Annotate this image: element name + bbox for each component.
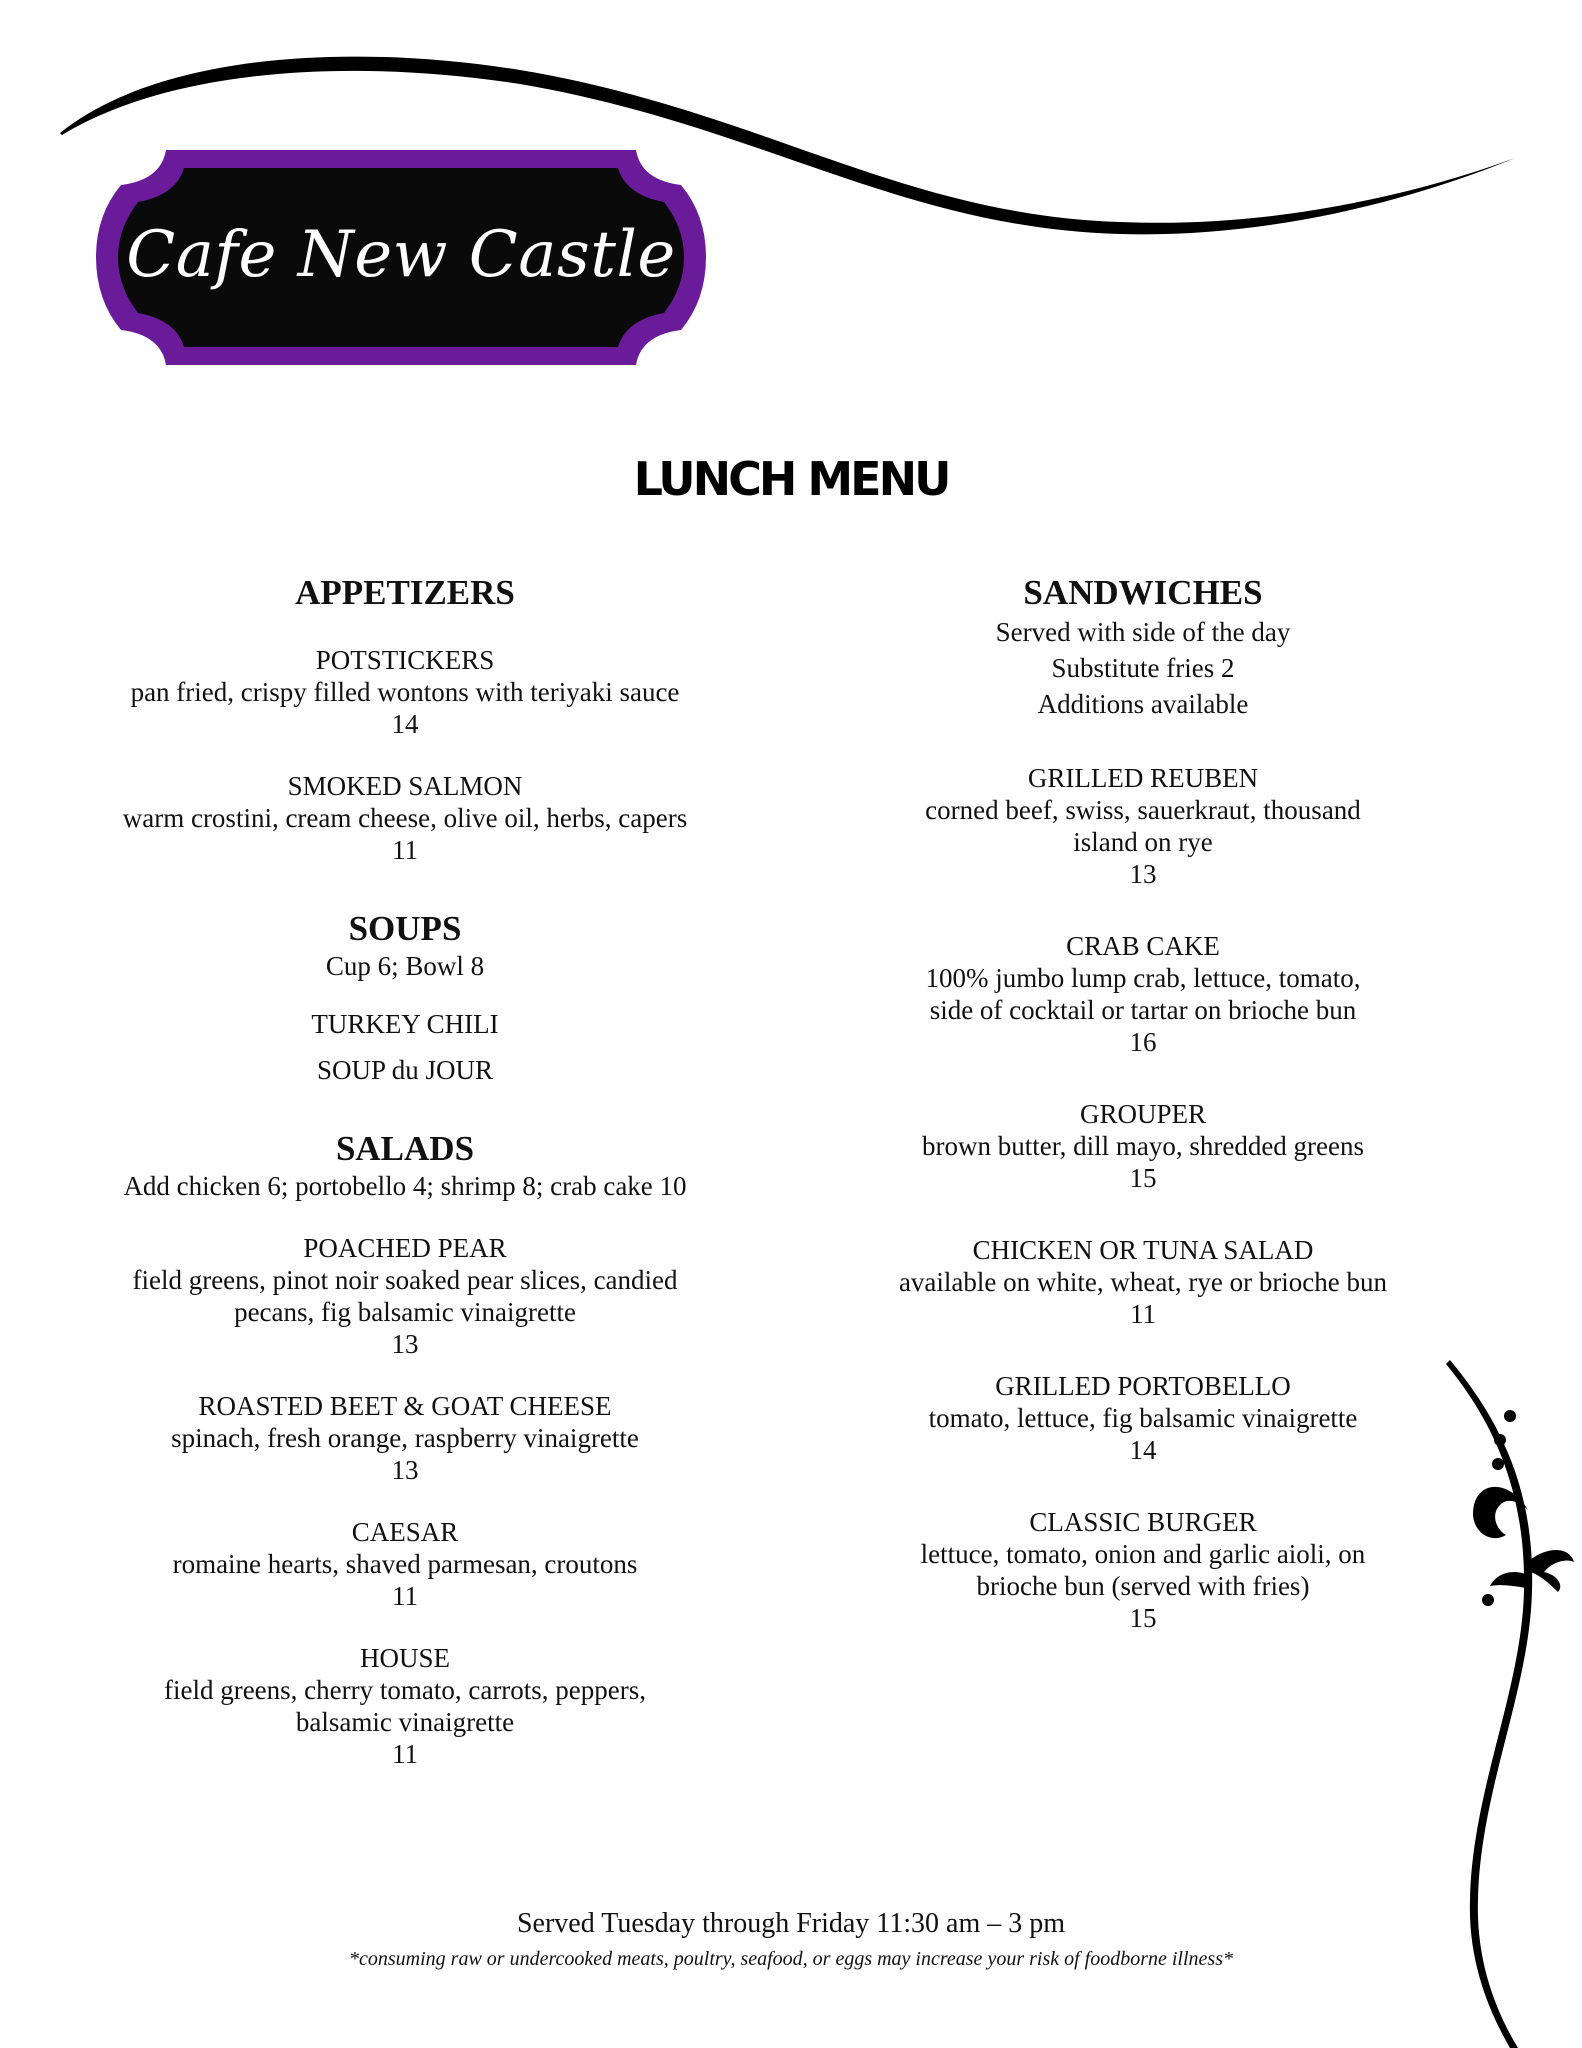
salads-section [100, 1128, 710, 1770]
soups-heading: SOUPS [348, 909, 462, 948]
health-warning: *consuming raw or undercooked meats, poultry, seafood, or eggs may increase your risk of foodborne illness* [349, 1948, 1233, 1970]
item-description: brown butter, dill mayo, shredded greens [921, 1131, 1365, 1161]
sandwiches-note: Additions available [1037, 689, 1249, 719]
item-price: 14 [391, 709, 419, 739]
item-description: brioche bun (served with fries) [976, 1571, 1310, 1601]
menu-title: LUNCH MENU [633, 452, 949, 506]
item-name: GROUPER [1079, 1099, 1207, 1129]
item-name: SMOKED SALMON [287, 771, 523, 801]
menu-item [838, 930, 1448, 1058]
sandwiches-note: Substitute fries 2 [1051, 653, 1235, 683]
sandwiches-section [838, 572, 1448, 722]
menu-item [838, 1098, 1448, 1194]
item-description: side of cocktail or tartar on brioche bun [929, 995, 1357, 1025]
menu-item [838, 1234, 1448, 1330]
right-column [838, 572, 1448, 1634]
menu-item [838, 1506, 1448, 1634]
menu-item [100, 1232, 710, 1360]
item-name: POACHED PEAR [303, 1233, 507, 1263]
item-description: romaine hearts, shaved parmesan, croutons [172, 1549, 638, 1579]
item-name: CRAB CAKE [1066, 931, 1220, 961]
menu-item [100, 1642, 710, 1770]
item-price: 11 [392, 835, 418, 865]
item-description: field greens, pinot noir soaked pear slices, candied [132, 1265, 678, 1295]
item-name: SOUP du JOUR [316, 1055, 494, 1085]
appetizers-section [100, 572, 710, 866]
item-name: CHICKEN OR TUNA SALAD [972, 1235, 1314, 1265]
item-price: 13 [391, 1329, 419, 1359]
item-price: 13 [391, 1455, 419, 1485]
item-description: balsamic vinaigrette [295, 1707, 515, 1737]
item-price: 13 [1129, 859, 1157, 889]
menu-footer [0, 1907, 1582, 1973]
appetizers-heading: APPETIZERS [295, 573, 515, 612]
item-name: ROASTED BEET & GOAT CHEESE [198, 1391, 612, 1421]
item-name: HOUSE [359, 1643, 450, 1673]
sandwiches-heading: SANDWICHES [1023, 573, 1263, 612]
item-description: island on rye [1073, 827, 1213, 857]
left-column [100, 572, 710, 1770]
cafe-logo [96, 150, 706, 365]
menu-item [838, 762, 1448, 890]
item-price: 14 [1129, 1435, 1157, 1465]
menu-item [100, 1390, 710, 1486]
item-price: 11 [1130, 1299, 1156, 1329]
sandwiches-note: Served with side of the day [995, 617, 1291, 647]
item-name: POTSTICKERS [315, 645, 495, 675]
item-name: TURKEY CHILI [311, 1009, 499, 1039]
item-description: pecans, fig balsamic vinaigrette [234, 1297, 576, 1327]
item-description: spinach, fresh orange, raspberry vinaigrette [171, 1423, 639, 1453]
salads-heading: SALADS [335, 1129, 475, 1168]
item-name: CAESAR [351, 1517, 459, 1547]
item-price: 11 [392, 1739, 418, 1769]
soups-note: Cup 6; Bowl 8 [325, 951, 485, 981]
salads-note: Add chicken 6; portobello 4; shrimp 8; crab cake 10 [123, 1171, 687, 1201]
item-description: corned beef, swiss, sauerkraut, thousand [925, 795, 1361, 825]
item-description: 100% jumbo lump crab, lettuce, tomato, [925, 963, 1361, 993]
menu-item [100, 1054, 710, 1086]
soups-section [100, 908, 710, 1086]
item-description: field greens, cherry tomato, carrots, peppers, [163, 1675, 647, 1705]
item-name: GRILLED REUBEN [1027, 763, 1259, 793]
item-description: pan fried, crispy filled wontons with teriyaki sauce [130, 677, 680, 707]
menu-item [100, 644, 710, 740]
item-name: GRILLED PORTOBELLO [995, 1371, 1291, 1401]
item-description: lettuce, tomato, onion and garlic aioli, on [920, 1539, 1366, 1569]
menu-item [100, 770, 710, 866]
logo-text: Cafe New Castle [126, 217, 676, 292]
item-description: tomato, lettuce, fig balsamic vinaigrette [928, 1403, 1358, 1433]
item-price: 11 [392, 1581, 418, 1611]
item-price: 16 [1129, 1027, 1157, 1057]
item-price: 15 [1129, 1163, 1157, 1193]
item-name: CLASSIC BURGER [1029, 1507, 1257, 1537]
menu-item [100, 1516, 710, 1612]
menu-item [838, 1370, 1448, 1466]
item-price: 15 [1129, 1603, 1157, 1633]
service-hours: Served Tuesday through Friday 11:30 am – 3 pm [516, 1908, 1066, 1939]
item-description: available on white, wheat, rye or brioche bun [898, 1267, 1388, 1297]
item-description: warm crostini, cream cheese, olive oil, herbs, capers [122, 803, 688, 833]
menu-item [100, 1008, 710, 1040]
